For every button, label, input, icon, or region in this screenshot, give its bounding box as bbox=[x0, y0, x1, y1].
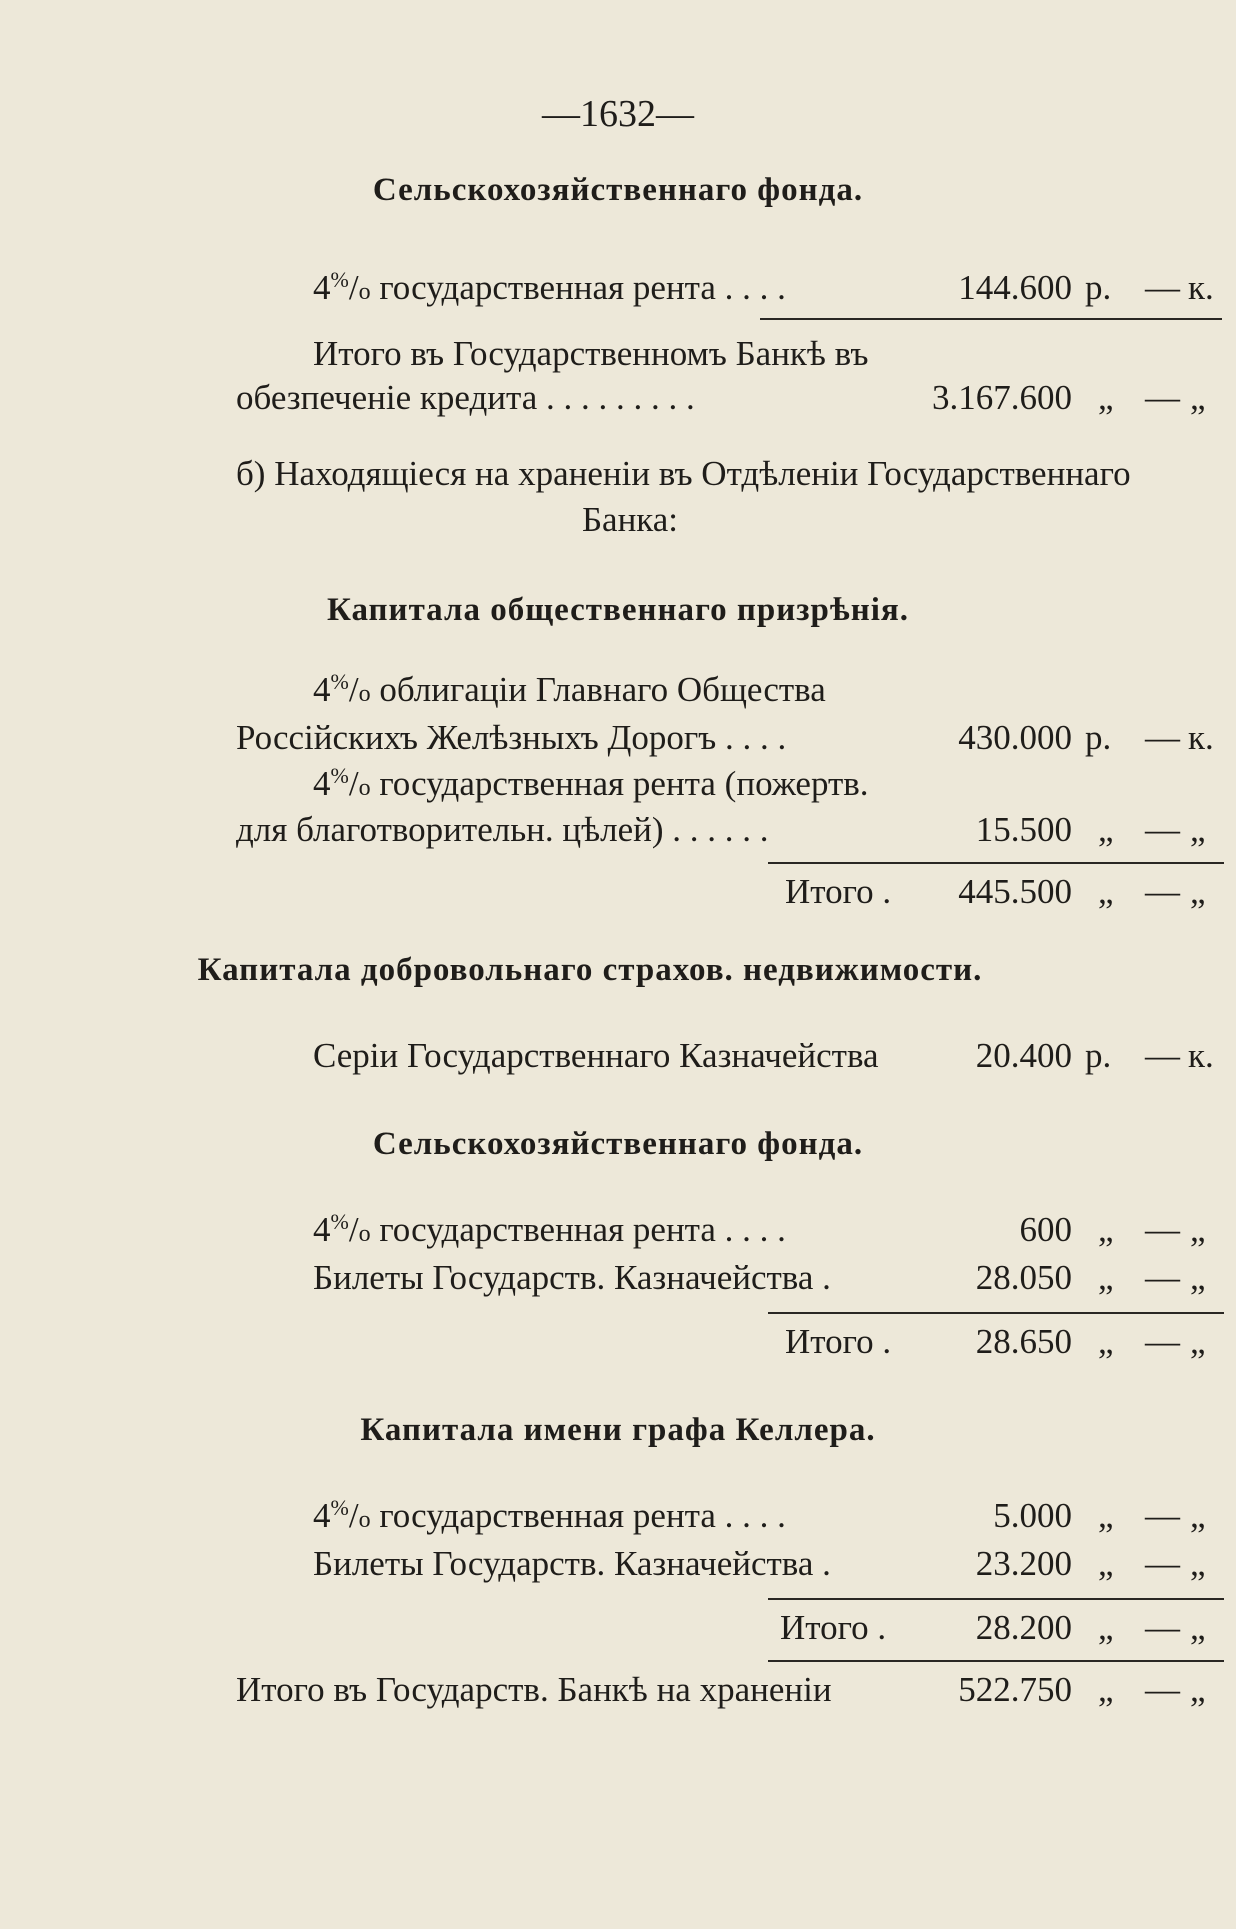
ditto: „ bbox=[1190, 1258, 1206, 1297]
dash: — bbox=[1145, 1036, 1180, 1075]
unit-r: р. bbox=[1085, 1036, 1112, 1075]
rent-line: 4%/o государственная рента . . . . bbox=[313, 267, 786, 307]
bond-line1: 4%/o облигаціи Главнаго Общества bbox=[313, 669, 826, 709]
dash: — bbox=[1145, 810, 1180, 849]
dash: — bbox=[1145, 1544, 1180, 1583]
ditto: „ bbox=[1190, 1496, 1206, 1535]
amount: 28.650 bbox=[975, 1322, 1072, 1361]
total-text-line2: обезпеченіе кредита . . . . . . . . . bbox=[236, 378, 695, 417]
ditto: „ bbox=[1098, 1608, 1114, 1647]
dash: — bbox=[1145, 378, 1180, 417]
ditto: „ bbox=[1098, 1210, 1114, 1249]
rule bbox=[768, 1660, 1224, 1662]
page-number: —1632— bbox=[542, 93, 694, 135]
amount: 23.200 bbox=[975, 1544, 1072, 1583]
unit-r: р. bbox=[1085, 268, 1112, 307]
section-heading: Сельскохозяйственнаго фонда. bbox=[372, 172, 864, 208]
section-b-line2: Банка: bbox=[581, 500, 679, 539]
ditto: „ bbox=[1098, 1670, 1114, 1709]
rule bbox=[768, 862, 1224, 864]
section-heading: Капитала добровольнаго страхов. недвижимости. bbox=[197, 952, 983, 988]
total-label: Итого . bbox=[785, 872, 892, 911]
amount: 445.500 bbox=[958, 872, 1072, 911]
amount: 144.600 bbox=[958, 268, 1072, 307]
series-line: Серіи Государственнаго Казначейства bbox=[313, 1036, 879, 1075]
rent-line2: для благотворительн. цѣлей) . . . . . . bbox=[236, 810, 769, 849]
section-heading: Капитала общественнаго призрѣнія. bbox=[326, 592, 909, 628]
section-b-line1: б) Находящіеся на храненіи въ Отдѣленіи Государственнаго bbox=[236, 454, 1131, 493]
ditto: „ bbox=[1098, 872, 1114, 911]
amount: 430.000 bbox=[958, 718, 1072, 757]
amount: 28.050 bbox=[975, 1258, 1072, 1297]
ditto: „ bbox=[1190, 1322, 1206, 1361]
ditto: „ bbox=[1098, 1322, 1114, 1361]
bond-line2: Россійскихъ Желѣзныхъ Дорогъ . . . . bbox=[236, 718, 787, 757]
dash: — bbox=[1145, 1608, 1180, 1647]
total-text-line1: Итого въ Государственномъ Банкѣ въ bbox=[313, 334, 869, 373]
treasury-line: Билеты Государств. Казначейства . bbox=[313, 1258, 831, 1297]
ditto: „ bbox=[1098, 378, 1114, 417]
dash: — bbox=[1145, 1496, 1180, 1535]
ditto: „ bbox=[1190, 1670, 1206, 1709]
unit-k: к. bbox=[1188, 1036, 1214, 1075]
grand-total-label: Итого въ Государств. Банкѣ на храненіи bbox=[236, 1670, 832, 1709]
ditto: „ bbox=[1190, 378, 1206, 417]
ditto: „ bbox=[1190, 810, 1206, 849]
section-heading: Капитала имени графа Келлера. bbox=[360, 1412, 876, 1448]
section-heading: Сельскохозяйственнаго фонда. bbox=[372, 1126, 864, 1162]
rule bbox=[760, 318, 1222, 320]
amount: 28.200 bbox=[975, 1608, 1072, 1647]
ditto: „ bbox=[1190, 872, 1206, 911]
dash: — bbox=[1145, 1670, 1180, 1709]
rent-line1: 4%/o государственная рента (пожертв. bbox=[313, 763, 869, 803]
total-label: Итого . bbox=[780, 1608, 887, 1647]
unit-k: к. bbox=[1188, 268, 1214, 307]
rule bbox=[768, 1312, 1224, 1314]
treasury-line: Билеты Государств. Казначейства . bbox=[313, 1544, 831, 1583]
dash: — bbox=[1145, 1210, 1180, 1249]
total-label: Итого . bbox=[785, 1322, 892, 1361]
dash: — bbox=[1145, 718, 1180, 757]
ditto: „ bbox=[1190, 1544, 1206, 1583]
unit-k: к. bbox=[1188, 718, 1214, 757]
rent-line: 4%/o государственная рента . . . . bbox=[313, 1495, 786, 1535]
ditto: „ bbox=[1098, 1258, 1114, 1297]
rule bbox=[768, 1598, 1224, 1600]
amount: 5.000 bbox=[993, 1496, 1072, 1535]
dash: — bbox=[1145, 1258, 1180, 1297]
unit-r: р. bbox=[1085, 718, 1112, 757]
ditto: „ bbox=[1098, 810, 1114, 849]
ditto: „ bbox=[1098, 1496, 1114, 1535]
dash: — bbox=[1145, 268, 1180, 307]
rent-line: 4%/o государственная рента . . . . bbox=[313, 1209, 786, 1249]
amount: 600 bbox=[1019, 1210, 1072, 1249]
grand-total-amount: 522.750 bbox=[958, 1670, 1072, 1709]
amount: 20.400 bbox=[975, 1036, 1072, 1075]
ditto: „ bbox=[1098, 1544, 1114, 1583]
amount: 3.167.600 bbox=[932, 378, 1072, 417]
dash: — bbox=[1145, 872, 1180, 911]
ditto: „ bbox=[1190, 1210, 1206, 1249]
ditto: „ bbox=[1190, 1608, 1206, 1647]
dash: — bbox=[1145, 1322, 1180, 1361]
amount: 15.500 bbox=[975, 810, 1072, 849]
